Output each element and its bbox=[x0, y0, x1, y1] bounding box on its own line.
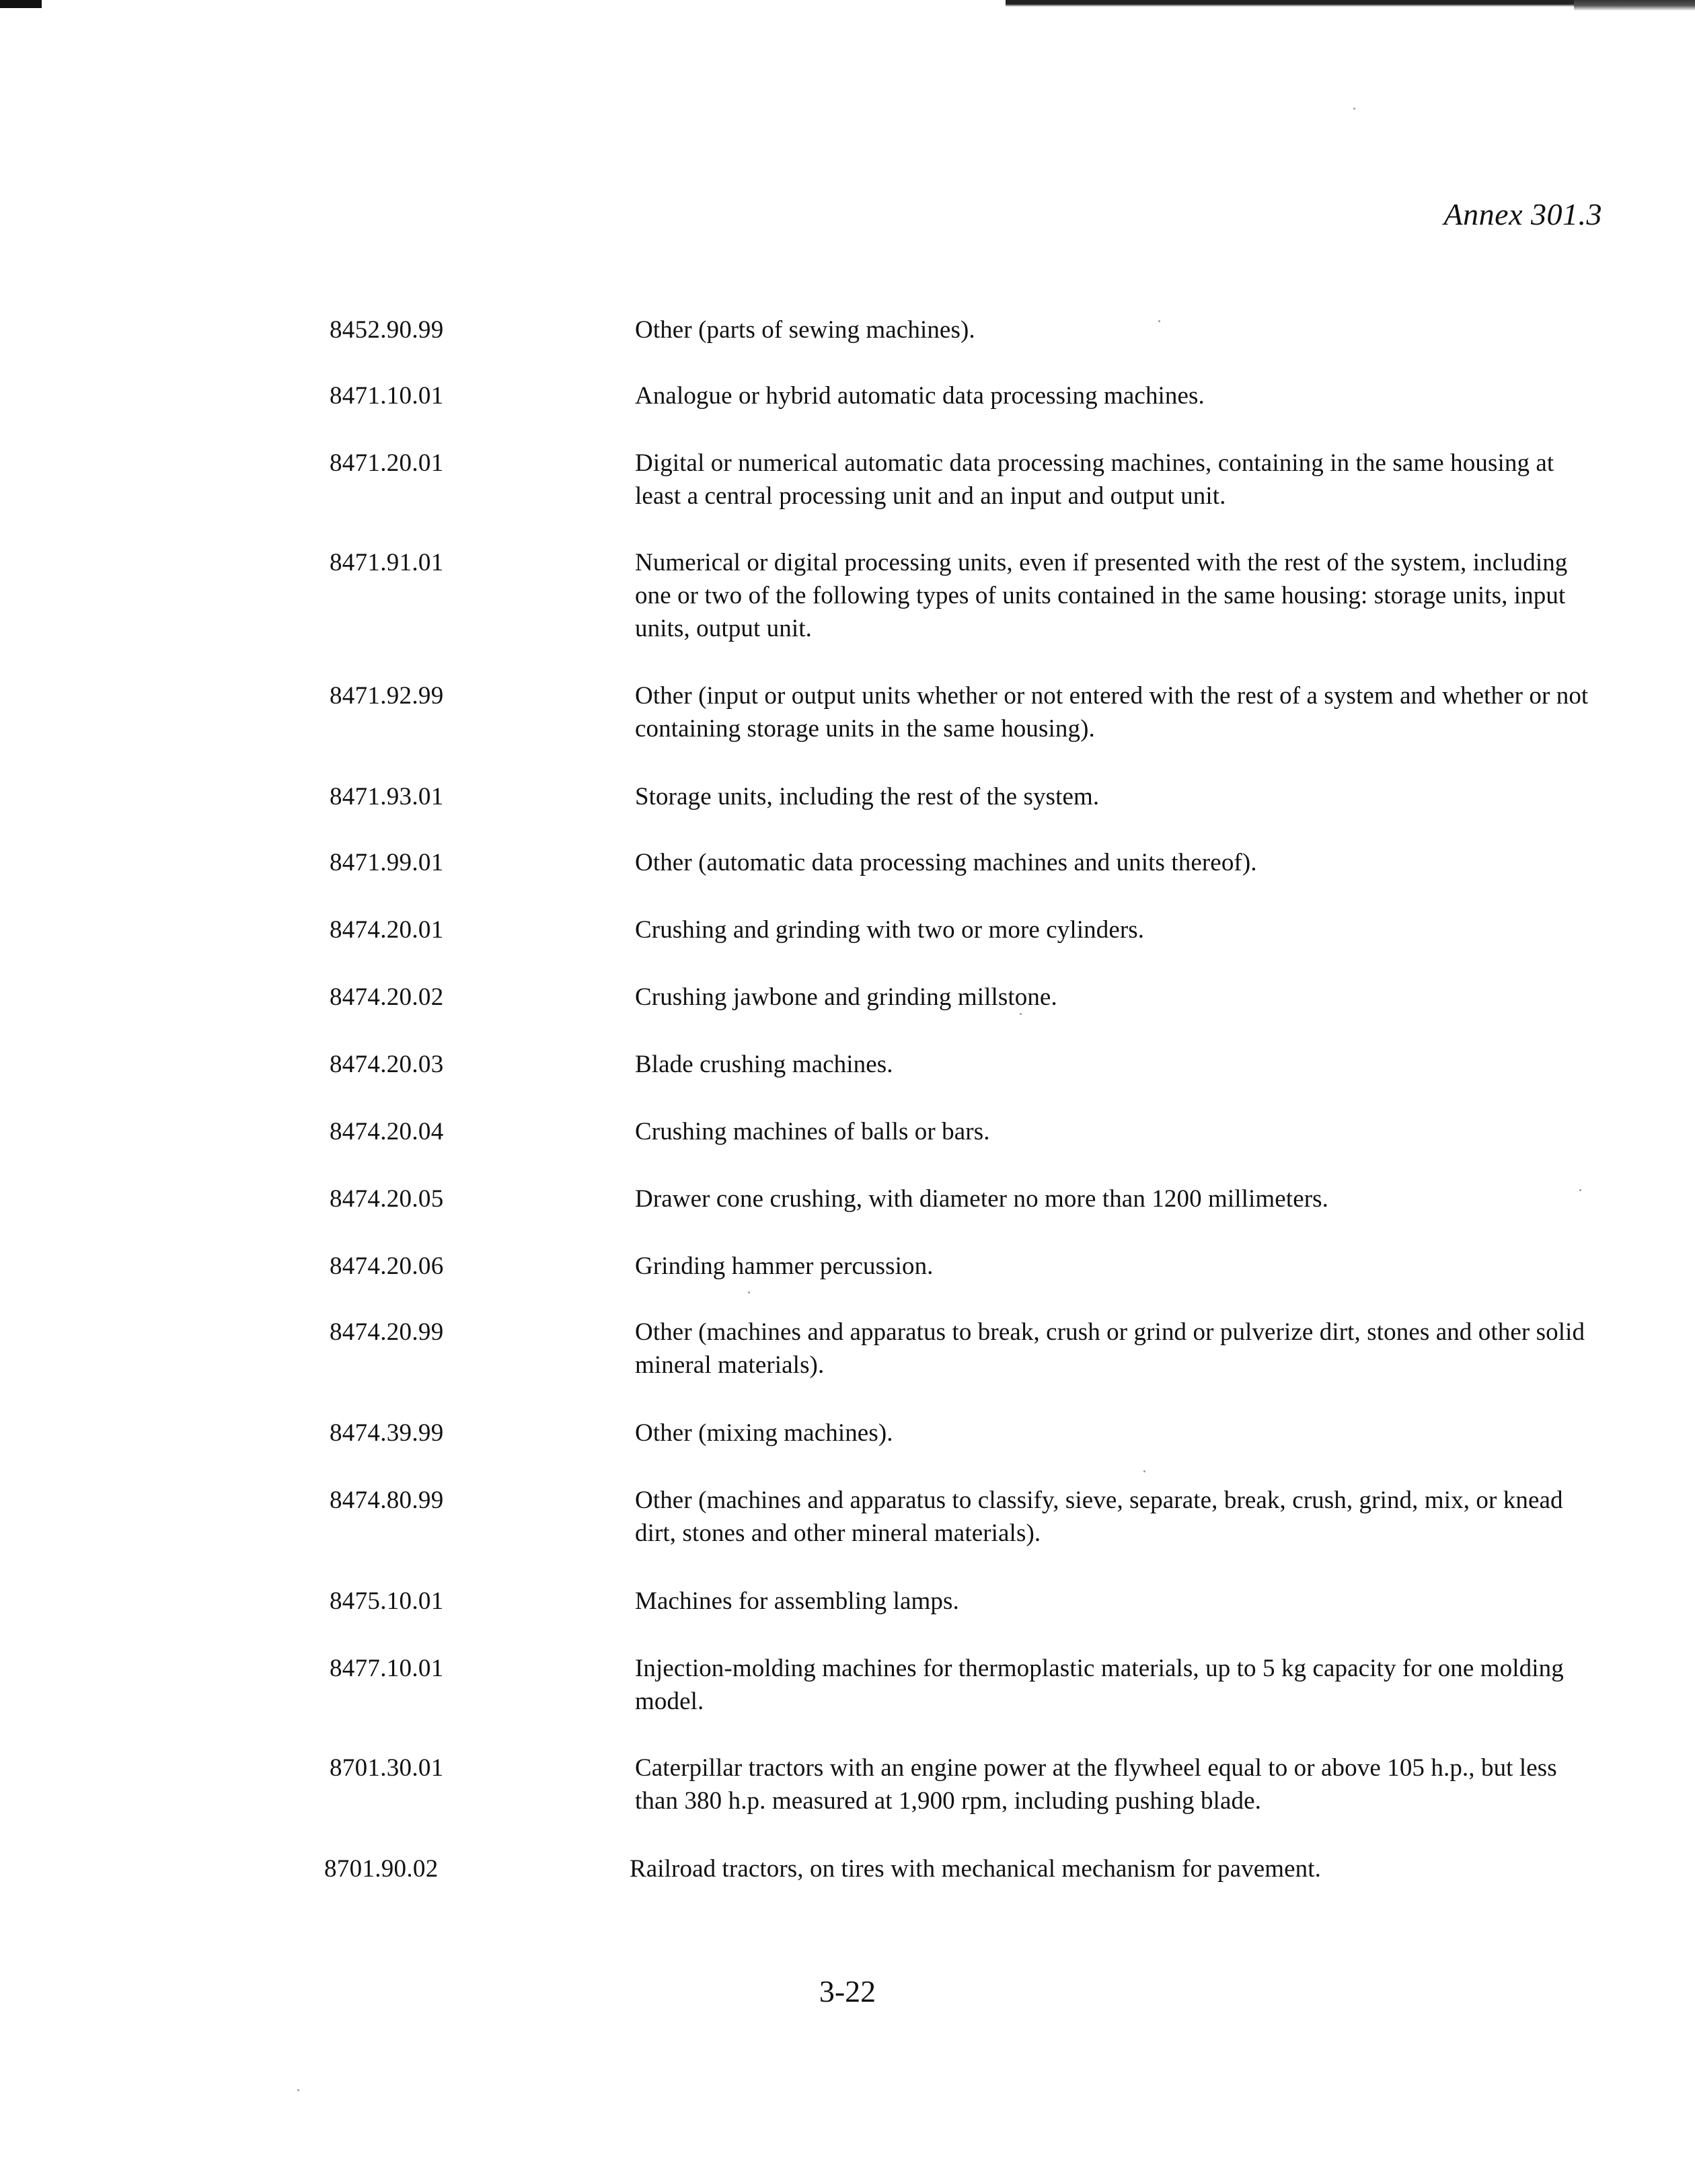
tariff-code: 8474.20.04 bbox=[330, 1118, 444, 1145]
tariff-description: Analogue or hybrid automatic data processing machines. bbox=[635, 382, 1205, 410]
page-number: 3-22 bbox=[819, 1974, 876, 2008]
tariff-description: Other (machines and apparatus to break, crush or grind or pulverize dirt, stones and other solid mineral materials). bbox=[635, 1318, 1585, 1379]
tariff-code: 8474.20.01 bbox=[330, 916, 444, 944]
tariff-code: 8475.10.01 bbox=[330, 1587, 444, 1615]
scan-speck bbox=[1020, 1013, 1022, 1015]
scan-edge-mark bbox=[0, 0, 42, 8]
annex-title: Annex 301.3 bbox=[1443, 197, 1602, 231]
tariff-code: 8701.90.02 bbox=[324, 1855, 439, 1883]
scan-speck bbox=[748, 1291, 750, 1293]
tariff-description: Other (mixing machines). bbox=[635, 1419, 893, 1447]
scan-speck bbox=[297, 2089, 299, 2091]
tariff-description: Other (input or output units whether or not entered with the rest of a system and whether or not containing storage units in the same housing). bbox=[635, 682, 1589, 743]
tariff-code: 8471.20.01 bbox=[330, 449, 444, 477]
tariff-code: 8477.10.01 bbox=[330, 1655, 444, 1682]
tariff-description: Crushing machines of balls or bars. bbox=[635, 1118, 990, 1145]
tariff-code: 8471.10.01 bbox=[330, 382, 444, 410]
tariff-code: 8474.20.03 bbox=[330, 1051, 444, 1078]
tariff-code: 8474.20.02 bbox=[330, 983, 444, 1011]
scan-edge-mark bbox=[1006, 0, 1695, 7]
tariff-description: Crushing jawbone and grinding millstone. bbox=[635, 983, 1057, 1011]
tariff-code: 8474.20.06 bbox=[330, 1252, 444, 1280]
tariff-description: Railroad tractors, on tires with mechanical mechanism for pavement. bbox=[630, 1855, 1321, 1883]
tariff-description: Other (automatic data processing machines and units thereof). bbox=[635, 849, 1257, 876]
tariff-description: Crushing and grinding with two or more cylinders. bbox=[635, 916, 1145, 944]
tariff-code: 8471.91.01 bbox=[330, 549, 444, 576]
tariff-code: 8474.39.99 bbox=[330, 1419, 444, 1447]
tariff-description: Digital or numerical automatic data processing machines, containing in the same housing at least a central processing unit and an input and output unit. bbox=[635, 449, 1554, 510]
tariff-description: Injection-molding machines for thermoplastic materials, up to 5 kg capacity for one molding model. bbox=[635, 1655, 1564, 1715]
tariff-code: 8474.20.05 bbox=[330, 1185, 444, 1213]
tariff-description: Caterpillar tractors with an engine power at the flywheel equal to or above 105 h.p., but less than 380 h.p. measured at 1,900 rpm, including pushing blade. bbox=[635, 1754, 1557, 1815]
tariff-code: 8474.80.99 bbox=[330, 1486, 444, 1514]
tariff-code: 8471.92.99 bbox=[330, 682, 444, 710]
scan-speck bbox=[1579, 1189, 1581, 1191]
tariff-description: Drawer cone crushing, with diameter no more than 1200 millimeters. bbox=[635, 1185, 1329, 1213]
scan-speck bbox=[1158, 320, 1160, 322]
tariff-code: 8471.93.01 bbox=[330, 783, 444, 811]
tariff-description: Other (parts of sewing machines). bbox=[635, 316, 975, 344]
tariff-description: Storage units, including the rest of the system. bbox=[635, 783, 1100, 811]
scan-speck bbox=[1353, 108, 1355, 110]
tariff-description: Other (machines and apparatus to classify, sieve, separate, break, crush, grind, mix, or knead dirt, stones and other mineral materials). bbox=[635, 1486, 1563, 1547]
tariff-code: 8452.90.99 bbox=[330, 316, 444, 344]
scan-speck bbox=[1143, 1470, 1145, 1472]
tariff-description: Numerical or digital processing units, even if presented with the rest of the system, including one or two of the following types of units contained in the same housing: storage units, input units, output unit. bbox=[635, 549, 1568, 642]
tariff-description: Blade crushing machines. bbox=[635, 1051, 893, 1078]
tariff-code: 8701.30.01 bbox=[330, 1754, 444, 1782]
tariff-code: 8471.99.01 bbox=[330, 849, 444, 876]
tariff-code: 8474.20.99 bbox=[330, 1318, 444, 1346]
tariff-description: Grinding hammer percussion. bbox=[635, 1252, 934, 1280]
tariff-description: Machines for assembling lamps. bbox=[635, 1587, 959, 1615]
